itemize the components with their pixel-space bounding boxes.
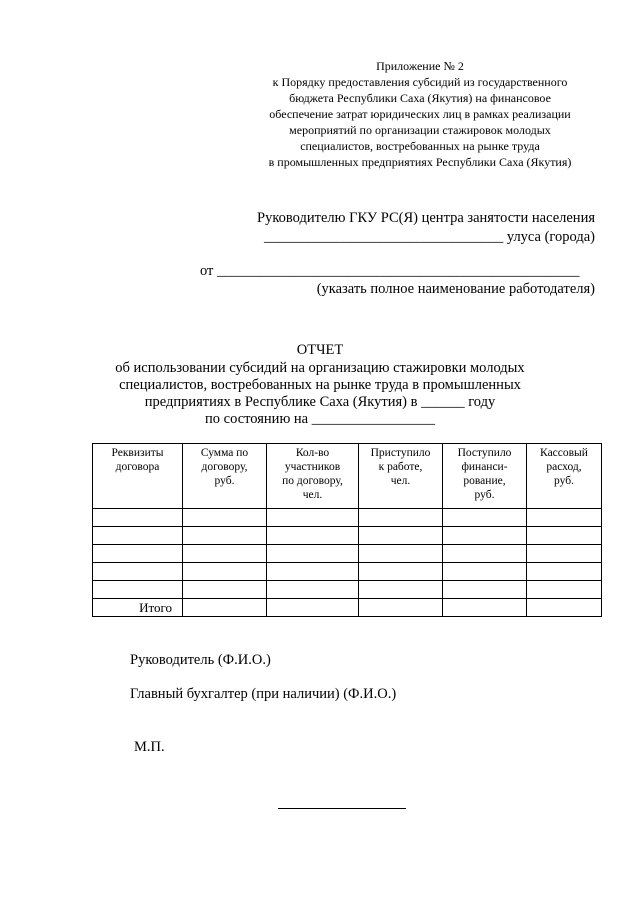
column-header: Кол-во участников по договору, чел. [267, 444, 359, 509]
table-cell [93, 527, 183, 545]
annex-line: в промышленных предприятиях Республики Саха (Якутия) [268, 155, 572, 169]
subtitle-line: по состоянию на _________________ [205, 411, 435, 427]
table-cell [443, 509, 527, 527]
subtitle-line: об использовании субсидий на организацию стажировки молодых [115, 360, 525, 376]
table-row [93, 563, 602, 581]
table-cell [183, 509, 267, 527]
table-cell [183, 527, 267, 545]
table-cell [443, 527, 527, 545]
annex-line: мероприятий по организации стажировок молодых [289, 123, 551, 137]
table-cell [267, 509, 359, 527]
table-cell [183, 545, 267, 563]
table-cell [359, 581, 443, 599]
table-cell [359, 599, 443, 617]
table-row [93, 545, 602, 563]
annex-line: Приложение № 2 [376, 59, 464, 73]
table-cell [443, 581, 527, 599]
stamp-place-label: М.П. [134, 739, 165, 755]
table-cell [93, 545, 183, 563]
addressee-line: Руководителю ГКУ РС(Я) центра занятости населения [257, 210, 595, 226]
report-table [92, 443, 602, 617]
table-cell [443, 599, 527, 617]
addressee-district-line: _________________________________ улуса (города) [263, 229, 595, 245]
subtitle-line: предприятиях в Республике Саха (Якутия) в ______ году [144, 394, 496, 410]
table-cell [527, 563, 602, 581]
table-cell [527, 599, 602, 617]
column-header: Приступило к работе, чел. [359, 444, 443, 509]
table-cell [527, 545, 602, 563]
table-cell [359, 563, 443, 581]
table-cell [183, 581, 267, 599]
table-cell [93, 509, 183, 527]
accountant-signature-label: Главный бухгалтер (при наличии) (Ф.И.О.) [130, 686, 397, 702]
column-header: Реквизиты договора [93, 444, 183, 509]
annex-block [245, 58, 595, 170]
table-header-row [93, 444, 602, 509]
table-cell [267, 581, 359, 599]
sender-hint: (указать полное наименование работодателя) [316, 281, 595, 297]
head-signature-label: Руководитель (Ф.И.О.) [130, 652, 271, 668]
annex-line: бюджета Республики Саха (Якутия) на финансовое [289, 91, 551, 105]
table-cell [183, 563, 267, 581]
report-subtitle [0, 360, 640, 428]
column-header: Поступило финанси- рование, руб. [443, 444, 527, 509]
table-cell [267, 563, 359, 581]
annex-line: специалистов, востребованных на рынке труда [300, 139, 540, 153]
annex-line: обеспечение затрат юридических лиц в рамках реализации [269, 107, 571, 121]
subtitle-line: специалистов, востребованных на рынке труда в промышленных [119, 377, 521, 393]
total-label: Итого [93, 599, 183, 617]
table-cell [359, 509, 443, 527]
table-row [93, 581, 602, 599]
table-cell [527, 527, 602, 545]
table-cell [527, 509, 602, 527]
table-cell [359, 527, 443, 545]
table-cell [443, 545, 527, 563]
report-title: ОТЧЕТ [296, 342, 344, 358]
table-cell [267, 545, 359, 563]
table-cell [267, 527, 359, 545]
table-row [93, 527, 602, 545]
table-row [93, 509, 602, 527]
table-cell [93, 563, 183, 581]
table-cell [443, 563, 527, 581]
table-cell [93, 581, 183, 599]
annex-line: к Порядку предоставления субсидий из государственного [272, 75, 568, 89]
signature-line [278, 808, 406, 809]
table-cell [183, 599, 267, 617]
table-cell [359, 545, 443, 563]
column-header: Кассовый расход, руб. [527, 444, 602, 509]
table-cell [527, 581, 602, 599]
column-header: Сумма по договору, руб. [183, 444, 267, 509]
sender-line: от __________________________________________________ [200, 263, 580, 279]
table-cell [267, 599, 359, 617]
table-total-row [93, 599, 602, 617]
